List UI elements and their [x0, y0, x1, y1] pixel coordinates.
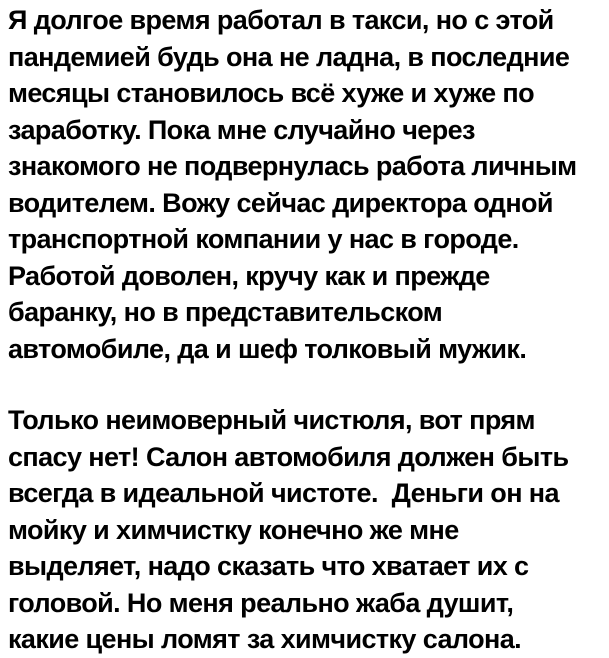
text-line: знакомого не подвернулась работа личным [8, 151, 577, 181]
text-line: водителем. Вожу сейчас директора одной [8, 187, 553, 218]
text-line: месяцы становилось всё хуже и хуже по [8, 78, 535, 108]
text-line: транспортной компании у нас в городе. [8, 224, 519, 254]
text-line: баранку, но в представительском [8, 297, 443, 327]
text-line: головой. Но меня реально жаба душит, [8, 587, 514, 618]
text-line: Я долгое время работал в такси, но с этой [8, 5, 554, 35]
text-line: Работой доволен, кручу как и прежде [8, 260, 490, 291]
text-line: заработку. Пока мне случайно через [8, 114, 475, 145]
text-line: спасу нет! Салон автомобиля должен быть [8, 441, 569, 472]
text-line: мойку и химчистку конечно же мне [8, 514, 459, 545]
text-line: выделяет, надо сказать что хватает их с [8, 551, 529, 581]
paragraph-1 [8, 2, 601, 367]
text-line: Только неимоверный чистюля, вот прям [8, 405, 535, 435]
text-line: автомобиле, да и шеф толковый мужик. [8, 333, 527, 364]
text-line: всегда в идеальной чистоте. Деньги он на [8, 478, 559, 508]
text-line: какие цены ломят за химчистку салона. [8, 624, 522, 654]
text-line: пандемией будь она не ладна, в последние [8, 41, 570, 72]
paragraph-2 [8, 402, 601, 658]
